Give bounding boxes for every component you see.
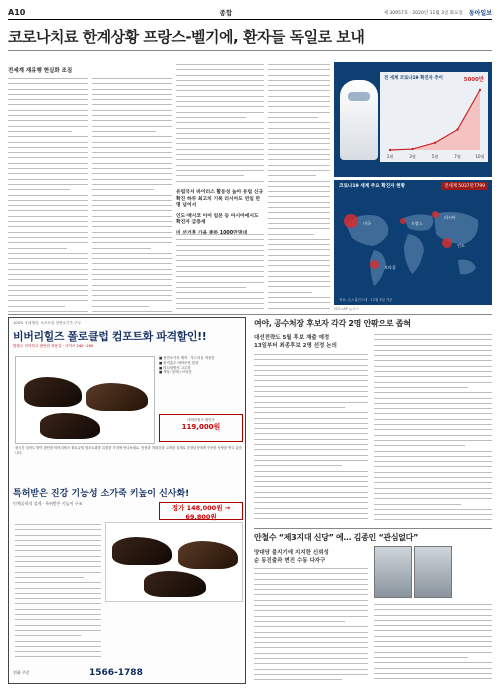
text-line [15,654,101,659]
ad-shoe-photo [15,356,155,444]
trend-chart-title: 전 세계 코로나19 확진자 추이 [384,76,443,81]
ad-title-2: 특허받은 진강 기능성 소가죽 키높이 신사화! [13,489,190,499]
ad-body-text: 장시간 걸어도 발이 편안한 비버리힐즈 폴로클럽 컴포트화를 특별한 가격에 만나보세요. 통풍과 착화감을 고려한 설계로 중장년층에게 꾸준한 사랑을 받고 있습니다. [15,446,242,455]
issue-info: 제 30957호 · 2020년 11월 3일 화요일 [383,10,463,16]
politician-photo-2 [414,546,452,598]
world-map-graphic [334,180,492,305]
text-line [374,676,492,681]
map-label-india: 인도 [442,232,465,251]
politician-photo-1 [374,546,412,598]
article-column-2 [92,76,172,312]
text-line [254,677,342,682]
paper-name: 동아일보 [468,10,492,17]
text-line [268,306,330,311]
text-line [374,517,492,522]
trend-chart-card [380,72,488,162]
article3-column-1 [254,566,368,684]
masthead [8,6,492,20]
trend-month-label: 1월 [386,154,394,159]
article2-column-1 [254,352,368,522]
article2-headline: 여야, 공수처장 후보자 각각 2명 안팎으로 좁혀 [254,319,411,328]
trend-point [389,149,391,151]
article2-column-2 [374,332,492,522]
ad-topbar: 발볼도 넉넉하고 편안한 착용감 · 사이즈 240~290 [13,344,94,348]
trend-month-label: 7월 [454,154,461,159]
byline: 전세계 재유행 현실화 조짐 [8,68,73,74]
article3-subhead: 양대당 불지기에 지지한 신뢰성 [254,550,329,556]
face-mask-icon [348,92,370,101]
shoe-advertisement[interactable] [8,317,246,684]
article-column-4 [268,62,330,312]
shoe-image-3 [40,413,100,439]
trend-point [411,148,413,150]
trend-point [434,142,436,144]
ad-price-box-2: 정가 148,000원 → 69,800원 [159,502,243,520]
section-label: 종합 [219,9,233,17]
trend-point [456,128,458,130]
ad-price-label: 비버리힐즈 할인가 [187,418,215,422]
shoe-image-1 [24,377,82,407]
map-label-usa: 미국 [344,210,371,229]
article2-subhead: 대선전략도 5월 후보 재출 예정 [254,335,330,341]
graphic-caption: 파리=AP 뉴시스 [334,307,359,311]
trend-area [390,90,480,150]
ad-spec-list: ■ 천연소가죽 제작 · 부드러운 착용감 ■ 충격흡수 에어쿠션 깔창 ■ 미끄럼방지 고무창 ■ 색상: 블랙 / 브라운 [159,356,215,375]
text-line [8,309,88,312]
shoe-image-4 [112,537,172,565]
main-headline: 코로나치료 한계상황 프랑스-벨기에, 환자들 독일로 보내 [8,28,365,46]
section-rule [8,314,492,315]
map-label-russia: 러시아 [432,204,456,223]
article-column-3 [176,62,264,186]
text-line [176,184,264,186]
map-source: 자료: 존스홉킨스대 · 11월 3일 기준 [339,298,393,302]
ad-phone-number[interactable]: 1566-1788 [89,668,143,678]
covid-trend-graphic [334,62,492,177]
ad-brand-line: 100% 국내생산, 소프트한 천연소가죽 구두 [13,321,82,325]
ad-title: 비버리힐즈 폴로클럽 컴포트화 파격할인!! [13,330,207,343]
shoe-image-6 [144,571,206,597]
ad-price: 119,000원 [181,423,221,431]
article3-rule [254,528,492,529]
shoe-image-2 [86,383,148,411]
article2-subhead-2: 13일부터 최종후보 2명 선정 논의 [254,343,337,349]
ad-price-box [159,414,243,442]
page-number: A10 [8,8,26,17]
article-column-3b [176,232,264,312]
article-column-1 [8,76,88,312]
article3-headline: 안철수 “제3지대 신당” 에… 김종인 “관심없다” [254,533,419,542]
trend-last-value: 5000만 [463,77,484,83]
article3-subhead-2: 순 동진출과 변진 수동 다자구 [254,558,326,564]
trend-point [479,89,481,91]
ad-body-lines [15,522,101,662]
trend-month-label: 5월 [431,154,439,159]
ad-subtitle-2: 인체공학적 설계 · 특허받은 키높이 구조 [13,501,83,506]
shoe-image-5 [178,541,238,569]
text-line [176,306,264,311]
ad-phone-label: 전화 주문 [13,670,30,675]
map-title: 코로나19 세계 주요 확진자 현황 [339,184,406,189]
map-label-france: 프랑스 [400,210,423,229]
map-label-brazil: 브라질 [370,254,396,273]
trend-month-label: 3월 [409,154,416,159]
article3-column-2 [374,602,492,684]
headline-rule [8,50,492,51]
trend-line-chart [380,72,488,162]
total-label: 전세계 [444,184,457,189]
total-value: 5037만7799 [458,184,485,189]
trend-month-label: 10월 [475,154,485,159]
pullquote-1: 유럽국서 바이러스 활동성 높아 유럽 신규확진 하루 최고치 기록 러시아도 연일 만명 넘어서 [176,190,264,208]
ad-shoe-photo-2 [105,522,243,602]
pullquote-2: 인도·멕시코 이어 일본 등 아시아에서도 확진자 급증세 [176,213,259,225]
total-cases-badge [441,182,488,190]
text-line [254,516,368,521]
text-line [92,309,172,312]
